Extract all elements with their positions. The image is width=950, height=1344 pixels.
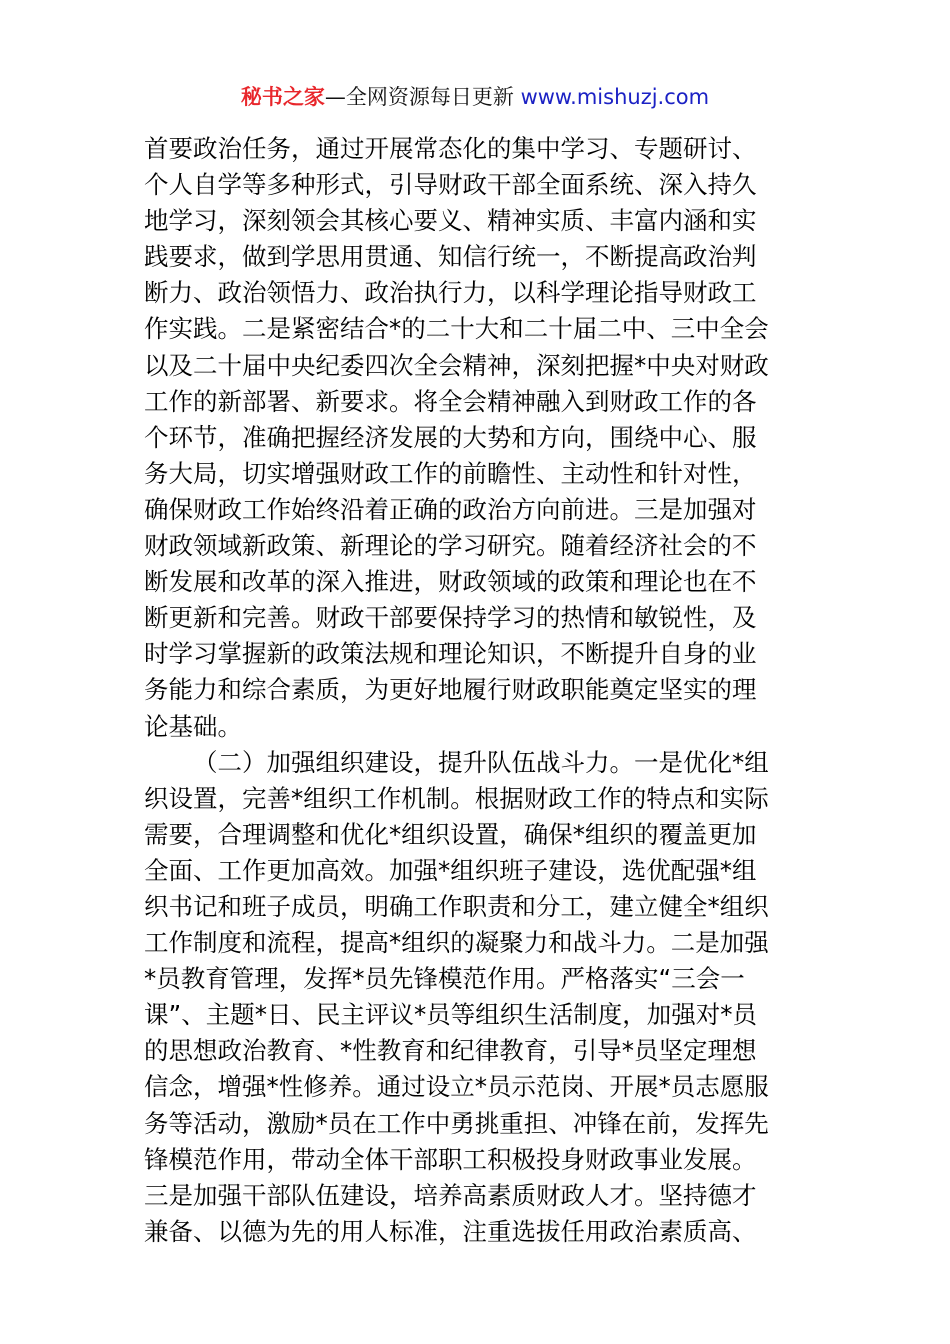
site-header bbox=[0, 82, 950, 112]
text-line: 信念，增强*性修养。通过设立*员示范岗、开展*员志愿服 bbox=[144, 1072, 769, 1102]
text-line: 务能力和综合素质，为更好地履行财政职能奠定坚实的理 bbox=[144, 675, 757, 705]
text-line: （二）加强组织建设，提升队伍战斗力。一是优化*组 bbox=[193, 747, 769, 777]
text-line: 财政领域新政策、新理论的学习研究。随着经济社会的不 bbox=[144, 531, 757, 561]
brand-name: 秘书之家 bbox=[240, 85, 325, 109]
text-line: 锋模范作用，带动全体干部职工积极投身财政事业发展。 bbox=[144, 1144, 757, 1174]
text-line: 个环节，准确把握经济发展的大势和方向，围绕中心、服 bbox=[144, 422, 757, 452]
text-line: *员教育管理，发挥*员先锋模范作用。严格落实“三会一 bbox=[144, 964, 745, 994]
text-line: 断力、政治领悟力、政治执行力，以科学理论指导财政工 bbox=[144, 278, 757, 308]
text-line: 确保财政工作始终沿着正确的政治方向前进。三是加强对 bbox=[144, 494, 757, 524]
text-line: 个人自学等多种形式，引导财政干部全面系统、深入持久 bbox=[144, 170, 757, 200]
text-line: 课”、主题*日、民主评议*员等组织生活制度，加强对*员 bbox=[144, 1000, 757, 1030]
text-line: 务等活动，激励*员在工作中勇挑重担、冲锋在前，发挥先 bbox=[144, 1108, 769, 1138]
text-line: 兼备、以德为先的用人标准，注重选拔任用政治素质高、 bbox=[144, 1216, 757, 1246]
text-line: 论基础。 bbox=[144, 711, 242, 741]
text-line: 织设置，完善*组织工作机制。根据财政工作的特点和实际 bbox=[144, 783, 769, 813]
header-tagline: —全网资源每日更新 bbox=[324, 85, 521, 109]
text-line: 的思想政治教育、*性教育和纪律教育，引导*员坚定理想 bbox=[144, 1036, 757, 1066]
text-line: 三是加强干部队伍建设，培养高素质财政人才。坚持德才 bbox=[144, 1180, 757, 1210]
text-line: 工作制度和流程，提高*组织的凝聚力和战斗力。二是加强 bbox=[144, 928, 769, 958]
text-line: 践要求，做到学思用贯通、知信行统一，不断提高政治判 bbox=[144, 242, 757, 272]
text-line: 需要，合理调整和优化*组织设置，确保*组织的覆盖更加 bbox=[144, 819, 757, 849]
text-line: 断发展和改革的深入推进，财政领域的政策和理论也在不 bbox=[144, 567, 757, 597]
text-line: 工作的新部署、新要求。将全会精神融入到财政工作的各 bbox=[144, 386, 757, 416]
text-line: 时学习掌握新的政策法规和理论知识，不断提升自身的业 bbox=[144, 639, 757, 669]
text-line: 断更新和完善。财政干部要保持学习的热情和敏锐性，及 bbox=[144, 603, 757, 633]
text-line: 全面、工作更加高效。加强*组织班子建设，选优配强*组 bbox=[144, 855, 757, 885]
site-url[interactable]: www.mishuzj.com bbox=[520, 85, 710, 109]
text-line: 以及二十届中央纪委四次全会精神，深刻把握*中央对财政 bbox=[144, 350, 769, 380]
text-line: 地学习，深刻领会其核心要义、精神实质、丰富内涵和实 bbox=[144, 206, 757, 236]
text-line: 作实践。二是紧密结合*的二十大和二十届二中、三中全会 bbox=[144, 314, 769, 344]
text-line: 首要政治任务，通过开展常态化的集中学习、专题研讨、 bbox=[144, 134, 757, 163]
text-line: 织书记和班子成员，明确工作职责和分工，建立健全*组织 bbox=[144, 891, 769, 921]
document-body bbox=[144, 131, 808, 1250]
text-line: 务大局，切实增强财政工作的前瞻性、主动性和针对性， bbox=[144, 458, 757, 488]
